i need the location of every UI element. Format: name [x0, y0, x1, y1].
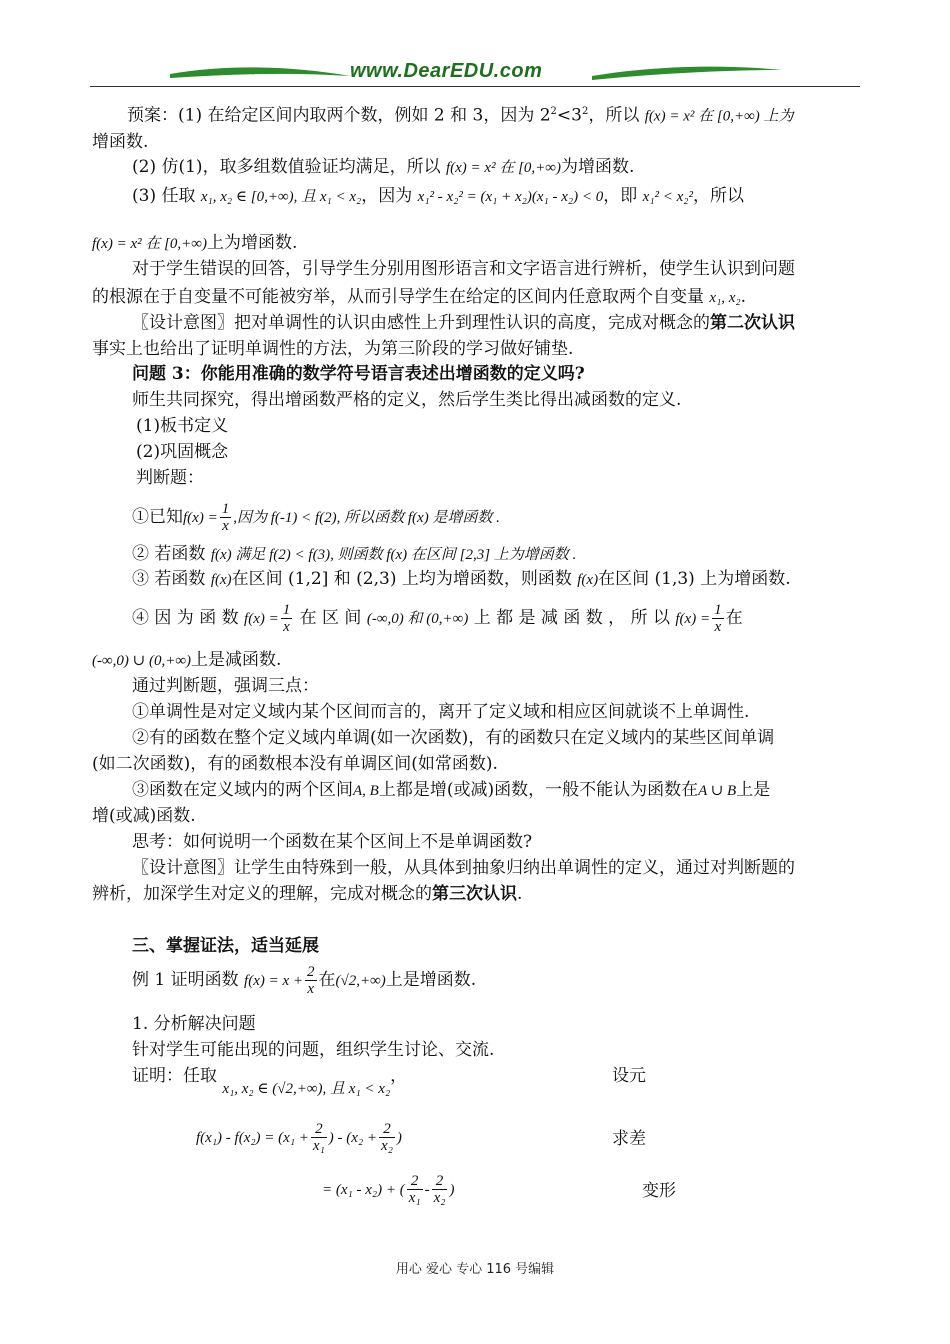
text: 证明：任取	[132, 1066, 217, 1086]
text-line: 事实上也给出了证明单调性的方法，为第三阶段的学习做好铺垫.	[92, 339, 574, 359]
judgement-item-1	[132, 500, 500, 535]
text-line: 增函数.	[92, 132, 149, 152]
fraction	[712, 602, 724, 635]
text: 上是	[736, 780, 771, 800]
denominator: x₁	[408, 1190, 421, 1206]
text-line	[92, 231, 297, 256]
text: 上是减函数.	[191, 650, 282, 670]
judgement-item-4	[132, 600, 743, 637]
numerator: 2	[307, 964, 315, 980]
text: (3) 任取	[132, 186, 196, 206]
example-1	[132, 962, 476, 999]
formula: (-∞,0) ∪ (0,+∞)	[92, 653, 192, 669]
formula: -	[424, 1182, 430, 1198]
text-line	[132, 155, 634, 180]
text: 辨析，加深学生对定义的理解，完成对概念的	[92, 884, 432, 904]
formula: f(x) = x² 在 [0,+∞) 上为	[644, 108, 794, 125]
logo-swoosh-left	[170, 62, 350, 84]
header-rule	[90, 86, 860, 87]
formula: f(x₁) - f(x₂) = (x₁ +	[196, 1130, 309, 1146]
text: 预案：(1) 在给定区间内取两个数，例如 2 和 3，因为 2	[127, 105, 551, 126]
step-label-transform: 变形	[642, 1181, 676, 1201]
judgement-item-3	[132, 567, 791, 592]
text: ，所以	[588, 105, 640, 126]
proof-line-1	[132, 1064, 408, 1097]
page-footer: 用心 爱心 专心 116 号编辑	[395, 1262, 555, 1277]
formula: x₁, x₂	[709, 290, 741, 306]
formula: (√2,+∞)	[335, 973, 386, 989]
fraction	[305, 964, 317, 997]
fraction	[220, 501, 232, 534]
formula: x₁² < x₂²	[642, 189, 694, 205]
text: 在区间 (1,2] 和 (2,3) 上均为增函数，则函数	[231, 569, 572, 589]
step-label-diff: 求差	[612, 1129, 646, 1149]
text: 上 都 是 减 函 数 ， 所 以	[473, 608, 670, 628]
text-line: 思考：如何说明一个函数在某个区间上不是单调函数?	[132, 832, 533, 852]
text: (2) 仿(1)，取多组数值验证均满足，所以	[132, 157, 441, 177]
numerator: 2	[311, 1121, 327, 1138]
fraction	[432, 1173, 448, 1206]
fraction	[311, 1121, 327, 1154]
text: ，所以	[693, 186, 745, 206]
text: ② 若函数	[132, 544, 206, 564]
text: <3	[556, 105, 582, 126]
formula: f(x) =	[675, 611, 711, 627]
numerator: 2	[432, 1173, 448, 1190]
formula: A ∪ B	[698, 783, 737, 799]
formula: x₁² - x₂² = (x₁ + x₂)(x₁ - x₂) < 0	[417, 189, 604, 205]
text-line	[132, 184, 744, 209]
formula: f(x) = x +	[244, 973, 303, 989]
judgement-item-2	[132, 542, 576, 567]
text-line	[132, 311, 795, 335]
text: ，因为	[361, 186, 413, 206]
text: ③函数在定义域内的两个区间	[132, 780, 353, 800]
fraction	[281, 602, 293, 635]
text: ③ 若函数	[132, 569, 206, 589]
numerator: 2	[407, 1173, 423, 1190]
formula: ,因为 f(-1) < f(2), 所以函数 f(x) 是增函数 .	[233, 510, 500, 526]
denominator: x₂	[433, 1190, 446, 1206]
text: ④ 因 为 函 数	[132, 608, 239, 628]
fraction	[379, 1121, 395, 1154]
text: ①已知	[132, 507, 183, 527]
text: 在	[318, 970, 336, 990]
formula: (-∞,0) 和 (0,+∞)	[366, 611, 469, 627]
text-line: 师生共同探究，得出增函数严格的定义，然后学生类比得出减函数的定义.	[132, 390, 682, 410]
text-line	[92, 648, 281, 673]
text: 的根源在于自变量不可能被穷举，从而引导学生在给定的区间内任意取两个自变量	[92, 287, 704, 307]
formula: )	[449, 1182, 455, 1198]
formula: ) - (x₂ +	[328, 1130, 378, 1146]
text: 〖设计意图〗把对单调性的认识由感性上升到理性认识的高度，完成对概念的	[132, 313, 710, 333]
text: 在 区 间	[299, 608, 362, 628]
text-line	[132, 778, 770, 803]
bold-text: 第二次认识	[710, 313, 795, 333]
section-heading: 三、掌握证法，适当延展	[132, 936, 319, 956]
text-line: 1. 分析解决问题	[132, 1014, 256, 1034]
question-heading: 问题 3：你能用准确的数学符号语言表述出增函数的定义吗?	[132, 364, 585, 384]
denominator: x₁	[312, 1138, 325, 1154]
text-line: 判断题：	[136, 468, 204, 488]
text: 例 1 证明函数	[132, 970, 239, 990]
numerator: 1	[714, 602, 722, 618]
denominator: x₂	[381, 1138, 393, 1154]
formula: f(x)	[210, 572, 232, 588]
formula: f(x) = x² 在 [0,+∞)	[445, 160, 561, 176]
text: 上都是增(或减)函数，一般不能认为函数在	[378, 780, 699, 800]
text: 在	[725, 608, 743, 628]
denominator: x	[714, 619, 722, 635]
text: 上为增函数.	[207, 233, 298, 253]
text-line: ②有的函数在整个定义域内单调(如一次函数)，有的函数只在定义域内的某些区间单调	[132, 728, 775, 748]
text-line: 〖设计意图〗让学生由特殊到一般，从具体到抽象归纳出单调性的定义，通过对判断题的	[132, 858, 795, 878]
text-line	[92, 285, 746, 310]
formula: f(x)	[577, 572, 599, 588]
denominator: x	[283, 619, 290, 635]
denominator: x	[222, 518, 229, 534]
formula: = (x₁ - x₂) + (	[322, 1182, 405, 1198]
denominator: x	[307, 981, 315, 997]
logo-swoosh-right	[592, 62, 782, 84]
formula: A, B	[353, 783, 379, 799]
text: 上是增函数.	[385, 970, 477, 990]
text-line: (如二次函数)，有的函数根本没有单调区间(如常函数).	[92, 754, 498, 774]
formula: x₁, x₂ ∈ (√2,+∞), 且 x₁ < x₂	[222, 1081, 391, 1097]
text: ，即	[603, 186, 638, 206]
text: .	[740, 287, 747, 307]
text-line: (2)巩固概念	[136, 442, 229, 462]
text: 为增函数.	[560, 157, 635, 177]
text-line: 对于学生错误的回答，引导学生分别用图形语言和文字语言进行辨析，使学生认识到问题	[132, 259, 795, 279]
proof-line-2	[196, 1118, 402, 1157]
formula: f(x) =	[244, 611, 279, 627]
text-line: (1)板书定义	[136, 416, 229, 436]
proof-line-3	[322, 1170, 454, 1209]
numerator: 2	[379, 1121, 395, 1138]
text: .	[517, 884, 523, 904]
text-line: 通过判断题，强调三点：	[132, 676, 319, 696]
text: ，	[390, 1066, 408, 1086]
step-label-set: 设元	[612, 1066, 646, 1086]
text: 在区间 (1,3) 上为增函数.	[598, 569, 791, 589]
text-line	[92, 882, 522, 906]
text-line: ①单调性是对定义域内某个区间而言的，离开了定义域和相应区间就谈不上单调性.	[132, 702, 750, 722]
numerator: 1	[221, 501, 230, 517]
formula: f(x) = x² 在 [0,+∞)	[92, 236, 207, 252]
text-line: 针对学生可能出现的问题，组织学生讨论、交流.	[132, 1040, 495, 1060]
formula: f(x) 满足 f(2) < f(3), 则函数 f(x) 在区间 [2,3] 上为增函数 .	[210, 547, 577, 563]
formula: x₁, x₂ ∈ [0,+∞), 且 x₁ < x₂	[200, 189, 362, 205]
bold-text: 第三次认识	[432, 884, 517, 904]
numerator: 1	[282, 602, 291, 618]
text-line: 增(或减)函数.	[92, 806, 196, 826]
fraction	[407, 1173, 423, 1206]
text-line: 预案：(1) 在给定区间内取两个数，例如 2 和 3，因为 $2^2<3^2$，所以 f(x) = x² 在 [0,+∞) 上为	[127, 105, 794, 126]
logo-text: www.DearEDU.com	[350, 60, 543, 82]
formula: f(x) =	[183, 510, 218, 526]
formula: )	[396, 1130, 402, 1146]
